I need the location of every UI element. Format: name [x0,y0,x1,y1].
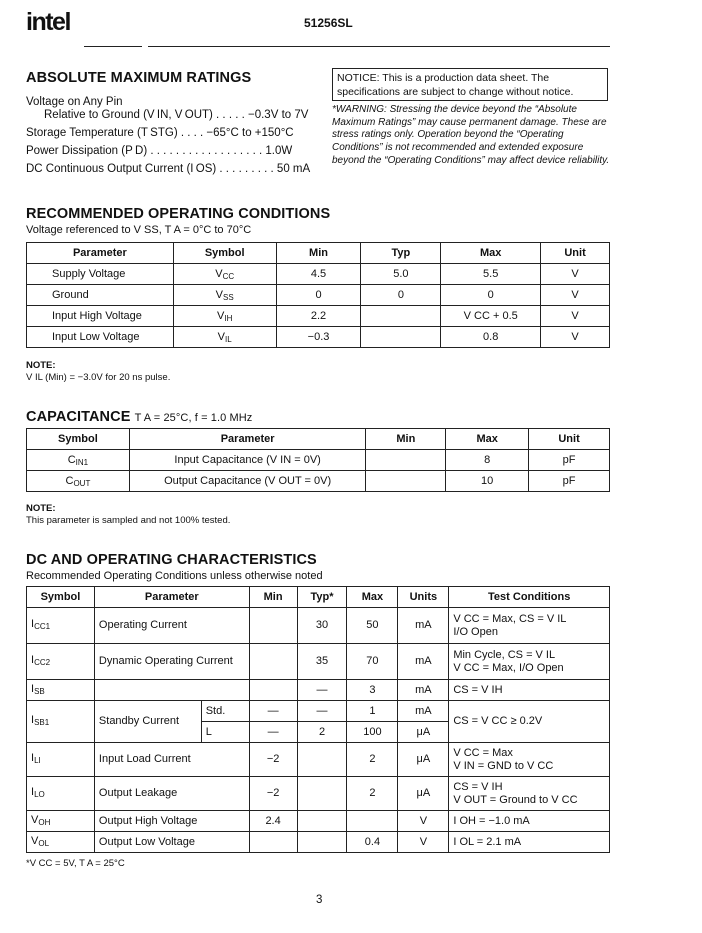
roc-note-text: V IL (Min) = −3.0V for 20 ns pulse. [26,372,171,383]
table-row [27,450,610,471]
roc-max: 0 [441,285,541,306]
roc-unit: V [541,306,610,327]
roc-symbol: $V_{CC}$ [173,264,276,285]
table-row [27,608,610,644]
cap-header: Max [446,429,529,450]
dc-min: — [249,701,297,722]
dc-param: Input Load Current [94,743,249,777]
roc-header: Unit [541,243,610,264]
dc-typ: — [297,680,347,701]
roc-header-row [27,243,610,264]
cap-symbol: $C_{OUT}$ [27,471,130,492]
abs-max-title: ABSOLUTE MAXIMUM RATINGS [26,70,252,86]
dc-title: DC AND OPERATING CHARACTERISTICS [26,552,317,568]
table-row [27,811,610,832]
table-row [27,832,610,853]
dc-unit: V [398,832,449,853]
cap-header: Min [366,429,446,450]
dc-max: 100 [347,722,398,743]
dc-min [249,608,297,644]
table-row [27,285,610,306]
dc-max: 2 [347,777,398,811]
dc-min: 2.4 [249,811,297,832]
dc-typ [297,743,347,777]
table-row [27,471,610,492]
roc-unit: V [541,327,610,348]
roc-param: Input Low Voltage [27,327,174,348]
table-row [27,327,610,348]
dc-typ: 35 [297,644,347,680]
dc-test-line: V CC = Max, CS = V IL [453,612,567,625]
dc-max: 0.4 [347,832,398,853]
roc-max: V CC + 0.5 [441,306,541,327]
roc-typ [361,306,441,327]
dc-unit: mA [398,701,449,722]
dc-min: — [249,722,297,743]
roc-typ: 5.0 [361,264,441,285]
dc-unit: V [398,811,449,832]
dc-header: Parameter [94,587,249,608]
roc-note-label: NOTE: [26,360,56,371]
dc-test: CS = V CC ≥ 0.2V [449,701,610,743]
roc-symbol: $V_{IL}$ [173,327,276,348]
dc-header: Min [249,587,297,608]
dc-symbol: $V_{OL}$ [27,832,95,853]
dc-test: I OH = −1.0 mA [449,811,610,832]
dc-header-row [27,587,610,608]
cap-param: Input Capacitance (V IN = 0V) [129,450,366,471]
cap-min [366,471,446,492]
cap-note-text: This parameter is sampled and not 100% tested. [26,515,231,526]
dc-symbol: $V_{OH}$ [27,811,95,832]
dc-test-line: V IN = GND to V CC [453,759,554,772]
dc-unit: μA [398,743,449,777]
roc-header: Min [276,243,361,264]
dc-symbol: $I_{SB}$ [27,680,95,701]
notice-box: NOTICE: This is a production data sheet. The specifications are subject to change without notice. [332,68,608,101]
dc-max: 2 [347,743,398,777]
dc-min: −2 [249,743,297,777]
dc-param: Output Leakage [94,777,249,811]
cap-param: Output Capacitance (V OUT = 0V) [129,471,366,492]
table-row [27,777,610,811]
dc-unit: mA [398,644,449,680]
roc-header: Symbol [173,243,276,264]
cap-table [26,428,610,492]
dc-typ [297,777,347,811]
dc-test: CS = V IH [449,680,610,701]
cap-note-label: NOTE: [26,503,56,514]
roc-symbol: $V_{IH}$ [173,306,276,327]
cap-header: Unit [529,429,610,450]
dc-symbol: $I_{LO}$ [27,777,95,811]
dc-test: I OL = 2.1 mA [449,832,610,853]
cap-max: 8 [446,450,529,471]
roc-param: Ground [27,285,174,306]
roc-param: Supply Voltage [27,264,174,285]
dc-subtitle: Recommended Operating Conditions unless otherwise noted [26,570,323,582]
table-row [27,644,610,680]
dc-test-line: CS = V IH [453,780,503,793]
roc-subtitle: Voltage referenced to V SS, T A = 0°C to 70°C [26,224,252,236]
part-number: 51256SL [304,16,353,30]
roc-unit: V [541,264,610,285]
roc-header: Parameter [27,243,174,264]
table-row [27,701,610,722]
abs-max-line-4: Power Dissipation (P D) . . . . . . . . . . . . . . . . . . 1.0W [26,145,293,157]
dc-param: Operating Current [94,608,249,644]
table-row [27,743,610,777]
cap-header: Symbol [27,429,130,450]
cap-max: 10 [446,471,529,492]
dc-unit: mA [398,680,449,701]
dc-min [249,832,297,853]
dc-grade: L [201,722,249,743]
dc-unit: μA [398,722,449,743]
dc-symbol: $I_{CC2}$ [27,644,95,680]
dc-max: 70 [347,644,398,680]
abs-max-line-5: DC Continuous Output Current (I OS) . . . . . . . . . 50 mA [26,163,311,175]
dc-max [347,811,398,832]
dc-unit: mA [398,608,449,644]
dc-typ: — [297,701,347,722]
dc-min [249,644,297,680]
page-number: 3 [316,894,323,906]
cap-conditions: T A = 25°C, f = 1.0 MHz [134,412,253,424]
cap-header: Parameter [129,429,366,450]
dc-header: Units [398,587,449,608]
dc-typ: 30 [297,608,347,644]
dc-typ [297,832,347,853]
roc-table [26,242,610,348]
dc-test [449,777,610,811]
abs-max-line-1: Voltage on Any Pin [26,96,123,108]
roc-min: 2.2 [276,306,361,327]
dc-test [449,608,610,644]
dc-min [249,680,297,701]
cap-unit: pF [529,471,610,492]
roc-header: Typ [361,243,441,264]
dc-typ [297,811,347,832]
dc-header: Symbol [27,587,95,608]
dc-param: Standby Current [94,701,201,743]
dc-test [449,644,610,680]
roc-min: 4.5 [276,264,361,285]
dc-symbol: $I_{LI}$ [27,743,95,777]
dc-param: Dynamic Operating Current [94,644,249,680]
abs-max-line-3: Storage Temperature (T STG) . . . . −65°C to +150°C [26,127,294,139]
dc-test [449,743,610,777]
dc-header: Max [347,587,398,608]
dc-param [94,680,249,701]
intel-logo: intel [26,8,70,36]
dc-param: Output Low Voltage [94,832,249,853]
roc-typ [361,327,441,348]
dc-symbol: $I_{CC1}$ [27,608,95,644]
dc-test-line: Min Cycle, CS = V IL [453,648,556,661]
dc-test-line: I/O Open [453,625,498,638]
roc-symbol: $V_{SS}$ [173,285,276,306]
cap-title-row [26,409,252,425]
cap-symbol: $C_{IN1}$ [27,450,130,471]
dc-table [26,586,610,853]
roc-unit: V [541,285,610,306]
dc-test-line: V CC = Max [453,746,513,759]
table-row [27,264,610,285]
dc-unit: μA [398,777,449,811]
dc-typ: 2 [297,722,347,743]
table-row [27,680,610,701]
dc-header: Typ* [297,587,347,608]
roc-max: 5.5 [441,264,541,285]
dc-header: Test Conditions [449,587,610,608]
roc-max: 0.8 [441,327,541,348]
cap-min [366,450,446,471]
roc-param: Input High Voltage [27,306,174,327]
dc-test-line: V OUT = Ground to V CC [453,793,578,806]
roc-typ: 0 [361,285,441,306]
cap-header-row [27,429,610,450]
header-rule-left [84,46,142,47]
cap-unit: pF [529,450,610,471]
dc-footnote: *V CC = 5V, T A = 25°C [26,858,125,869]
table-row [27,306,610,327]
dc-min: −2 [249,777,297,811]
dc-max: 50 [347,608,398,644]
roc-header: Max [441,243,541,264]
roc-min: −0.3 [276,327,361,348]
roc-min: 0 [276,285,361,306]
cap-title: CAPACITANCE [26,409,131,425]
abs-max-line-2: Relative to Ground (V IN, V OUT) . . . . . −0.3V to 7V [44,109,309,121]
dc-max: 1 [347,701,398,722]
roc-title: RECOMMENDED OPERATING CONDITIONS [26,206,331,222]
dc-grade: Std. [201,701,249,722]
dc-max: 3 [347,680,398,701]
dc-test-line: V CC = Max, I/O Open [453,661,564,674]
dc-symbol: $I_{SB1}$ [27,701,95,743]
header-rule [148,46,610,47]
warning-text: *WARNING: Stressing the device beyond the “Absolute Maximum Ratings” may cause permanent damage. These are stress ratings only. Operation beyond the “Operating Conditions” is not recommended and extended exposure beyond the “Operating Conditions” may affect device reliability. [332,104,610,166]
dc-param: Output High Voltage [94,811,249,832]
